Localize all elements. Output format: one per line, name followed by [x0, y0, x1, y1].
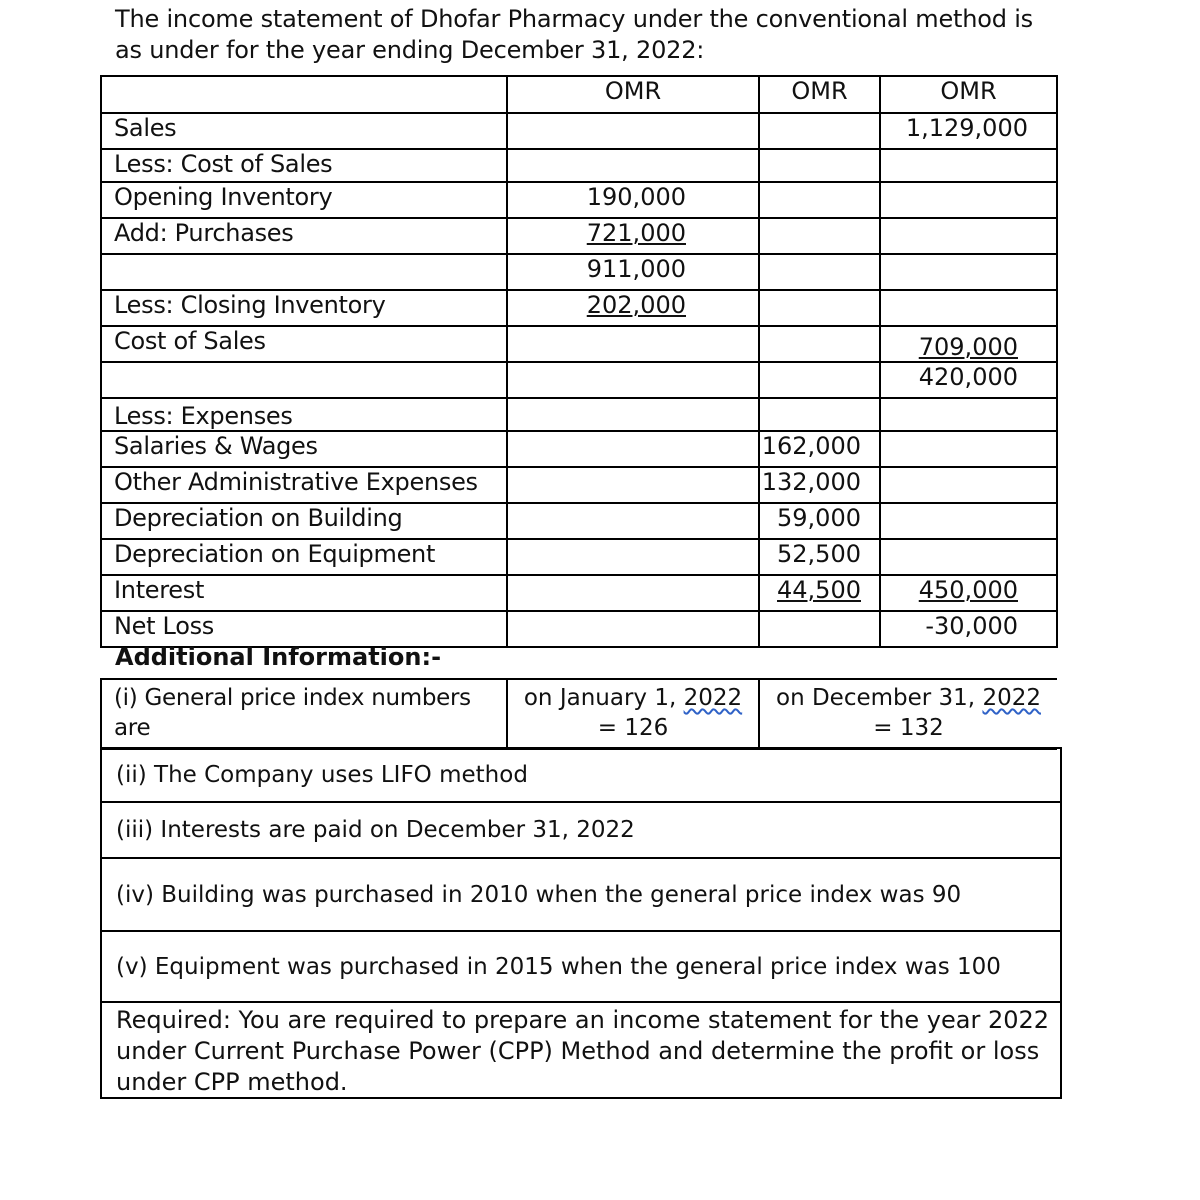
row-col-4: -30,000	[880, 611, 1057, 647]
row-col-4	[880, 218, 1057, 254]
row-col-2	[507, 362, 759, 398]
row-label: Opening Inventory	[101, 182, 507, 218]
row-col-3	[759, 575, 880, 611]
row-label: Depreciation on Equipment	[101, 539, 507, 575]
row-col-3	[759, 113, 880, 149]
row-salaries-wages	[101, 431, 1057, 467]
dec-year: 2022	[982, 685, 1041, 711]
row-add-purchases	[101, 218, 1057, 254]
row-sales	[101, 113, 1057, 149]
required-text	[100, 1003, 1062, 1099]
row-depreciation-equipment	[101, 539, 1057, 575]
additional-notes	[100, 747, 1062, 1099]
row-interest	[101, 575, 1057, 611]
row-col-4	[880, 326, 1057, 362]
row-col-2	[507, 611, 759, 647]
row-col-2: 911,000	[507, 254, 759, 290]
row-subtotal-inventory	[101, 254, 1057, 290]
row-admin-expenses	[101, 467, 1057, 503]
header-label	[101, 76, 507, 113]
row-col-3	[759, 182, 880, 218]
row-col-2	[507, 326, 759, 362]
row-cost-of-sales	[101, 326, 1057, 362]
row-col-4	[880, 539, 1057, 575]
row-depreciation-building	[101, 503, 1057, 539]
note-equipment: (v) Equipment was purchased in 2015 when the general price index was 100	[100, 932, 1062, 1003]
row-col-3	[759, 611, 880, 647]
row-label: Cost of Sales	[101, 326, 507, 362]
row-opening-inventory	[101, 182, 1057, 218]
row-col-4	[880, 431, 1057, 467]
header-col-2: OMR	[507, 76, 759, 113]
row-less-cost-of-sales	[101, 149, 1057, 182]
row-label	[101, 254, 507, 290]
row-col-4	[880, 254, 1057, 290]
price-index-label-line-1: (i) General price index numbers	[114, 685, 471, 711]
row-col-2	[507, 503, 759, 539]
row-col-2	[507, 290, 759, 326]
row-col-3	[759, 290, 880, 326]
row-col-3: 162,000	[759, 431, 880, 467]
row-label: Interest	[101, 575, 507, 611]
row-label	[101, 362, 507, 398]
row-closing-inventory	[101, 290, 1057, 326]
row-col-2	[507, 218, 759, 254]
underlined-value: 709,000	[918, 333, 1018, 361]
row-col-3	[759, 218, 880, 254]
row-col-4	[880, 149, 1057, 182]
required-line-2: under Current Purchase Power (CPP) Method and determine the profit or loss	[116, 1037, 1040, 1065]
row-col-4	[880, 290, 1057, 326]
intro-paragraph	[115, 4, 1075, 66]
row-col-3: 132,000	[759, 467, 880, 503]
intro-line-2: as under for the year ending December 31, 2022:	[115, 36, 705, 64]
row-col-2	[507, 575, 759, 611]
row-col-4	[880, 467, 1057, 503]
note-building: (iv) Building was purchased in 2010 when the general price index was 90	[100, 859, 1062, 932]
row-label: Less: Expenses	[101, 398, 507, 431]
row-col-4	[880, 398, 1057, 431]
row-col-4	[880, 575, 1057, 611]
row-gross-profit	[101, 362, 1057, 398]
row-col-3	[759, 149, 880, 182]
price-index-table	[100, 678, 1057, 750]
row-col-2	[507, 149, 759, 182]
income-statement-table	[100, 75, 1058, 648]
dec-prefix: on December 31,	[776, 685, 983, 711]
header-col-3: OMR	[759, 76, 880, 113]
row-label: Less: Cost of Sales	[101, 149, 507, 182]
price-index-row	[101, 679, 1057, 749]
jan-date	[508, 683, 758, 713]
row-col-3: 52,500	[759, 539, 880, 575]
required-line-1: Required: You are required to prepare an income statement for the year 2022	[116, 1006, 1050, 1034]
row-label: Net Loss	[101, 611, 507, 647]
row-col-4: 1,129,000	[880, 113, 1057, 149]
row-col-2	[507, 113, 759, 149]
header-col-4: OMR	[880, 76, 1057, 113]
row-col-4	[880, 182, 1057, 218]
underlined-value: 202,000	[586, 291, 686, 319]
jan-year: 2022	[683, 685, 743, 711]
underlined-value: 721,000	[586, 219, 686, 247]
row-col-2: 190,000	[507, 182, 759, 218]
dec-index-cell	[759, 679, 1057, 749]
row-less-expenses	[101, 398, 1057, 431]
row-col-3	[759, 362, 880, 398]
row-label: Add: Purchases	[101, 218, 507, 254]
jan-index-cell	[507, 679, 759, 749]
underlined-value: 44,500	[777, 576, 861, 604]
row-col-3	[759, 398, 880, 431]
additional-info-heading: Additional Information:-	[115, 643, 442, 671]
row-col-3	[759, 326, 880, 362]
jan-index-value: = 126	[597, 715, 669, 741]
row-label: Salaries & Wages	[101, 431, 507, 467]
dec-date	[760, 683, 1057, 713]
underlined-value: 450,000	[918, 576, 1018, 604]
row-col-2	[507, 398, 759, 431]
row-label: Less: Closing Inventory	[101, 290, 507, 326]
dec-index-value: = 132	[873, 715, 944, 741]
row-col-2	[507, 467, 759, 503]
price-index-label-line-2: are	[114, 715, 151, 741]
row-label: Sales	[101, 113, 507, 149]
price-index-label	[101, 679, 507, 749]
row-col-2	[507, 539, 759, 575]
row-col-3: 59,000	[759, 503, 880, 539]
row-col-2	[507, 431, 759, 467]
row-label: Other Administrative Expenses	[101, 467, 507, 503]
row-label: Depreciation on Building	[101, 503, 507, 539]
note-interest: (iii) Interests are paid on December 31, 2022	[100, 803, 1062, 859]
row-net-loss	[101, 611, 1057, 647]
row-col-3	[759, 254, 880, 290]
header-row	[101, 76, 1057, 113]
intro-line-1: The income statement of Dhofar Pharmacy under the conventional method is	[115, 5, 1033, 33]
row-col-4: 420,000	[880, 362, 1057, 398]
row-col-4	[880, 503, 1057, 539]
jan-prefix: on January 1,	[523, 685, 684, 711]
note-lifo: (ii) The Company uses LIFO method	[100, 747, 1062, 803]
required-line-3: under CPP method.	[116, 1068, 348, 1096]
